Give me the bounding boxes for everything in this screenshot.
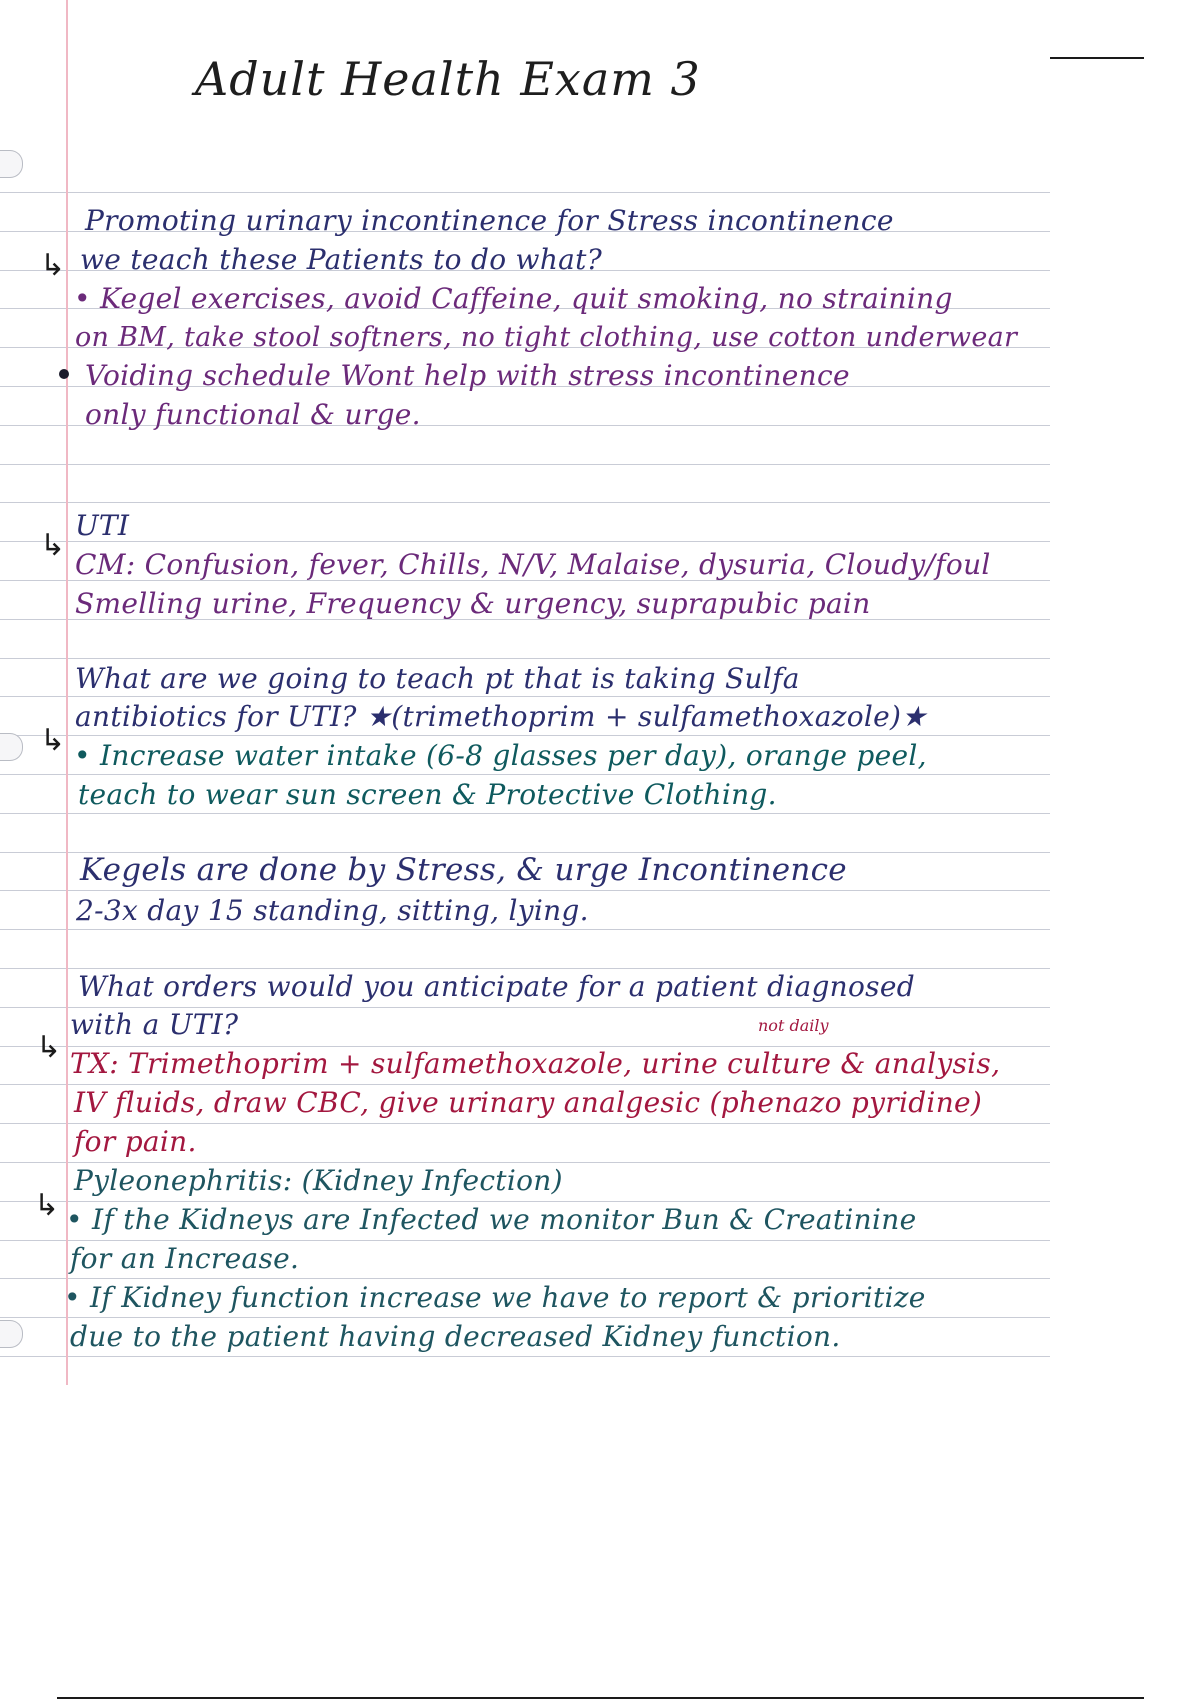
answer-line: teach to wear sun screen & Protective Clothing. — [78, 778, 777, 811]
question-line: What orders would you anticipate for a patient diagnosed — [78, 970, 915, 1003]
ruled-line — [0, 658, 1050, 659]
content-line: 2-3x day 15 standing, sitting, lying. — [76, 894, 589, 927]
arrow-icon: ↳ — [40, 248, 66, 283]
arrow-icon: ↳ — [40, 528, 66, 563]
ruled-line — [0, 890, 1050, 891]
question-line: with a UTI? — [70, 1008, 239, 1041]
content-line: CM: Confusion, fever, Chills, N/V, Malaise, dysuria, Cloudy/foul — [75, 548, 991, 581]
arrow-icon: ↳ — [34, 1188, 60, 1223]
ruled-line — [0, 1356, 1050, 1357]
answer-line: Voiding schedule Wont help with stress incontinence — [85, 359, 850, 392]
content-line: due to the patient having decreased Kidney function. — [70, 1320, 841, 1353]
punch-hole — [0, 150, 23, 178]
arrow-icon: ↳ — [40, 723, 66, 758]
answer-line: on BM, take stool softners, no tight clothing, use cotton underwear — [75, 322, 1018, 353]
answer-line: • Increase water intake (6-8 glasses per day), orange peel, — [74, 739, 927, 772]
arrow-icon: ↳ — [36, 1030, 62, 1065]
ruled-line — [0, 1317, 1050, 1318]
corner-line — [1050, 57, 1144, 59]
ruled-line — [0, 774, 1050, 775]
ruled-line — [0, 813, 1050, 814]
treatment-line: for pain. — [74, 1125, 197, 1158]
question-line: What are we going to teach pt that is taking Sulfa — [75, 662, 800, 695]
answer-line: • Kegel exercises, avoid Caffeine, quit smoking, no straining — [74, 282, 953, 315]
content-line: for an Increase. — [70, 1242, 300, 1275]
ruled-line — [0, 1278, 1050, 1279]
margin-note: not daily — [758, 1016, 829, 1035]
margin-line — [66, 0, 68, 1385]
content-line: • If Kidney function increase we have to report & prioritize — [64, 1281, 926, 1314]
question-line: we teach these Patients to do what? — [80, 243, 603, 276]
ruled-line — [0, 929, 1050, 930]
answer-line: only functional & urge. — [85, 398, 421, 431]
section-heading: UTI — [75, 509, 130, 542]
punch-hole — [0, 1320, 23, 1348]
ruled-line — [0, 541, 1050, 542]
treatment-line: IV fluids, draw CBC, give urinary analgesic (phenazo pyridine) — [74, 1086, 983, 1119]
section-heading: Pyleonephritis: (Kidney Infection) — [74, 1164, 563, 1197]
ruled-line — [0, 735, 1050, 736]
ruled-line — [0, 464, 1050, 465]
bottom-line — [57, 1697, 1144, 1699]
treatment-line: TX: Trimethoprim + sulfamethoxazole, urine culture & analysis, — [70, 1047, 1001, 1080]
question-line: Promoting urinary incontinence for Stress incontinence — [85, 204, 894, 237]
content-line: Kegels are done by Stress, & urge Incontinence — [80, 852, 847, 888]
question-line: antibiotics for UTI? ★(trimethoprim + sulfamethoxazole)★ — [75, 700, 927, 733]
content-line: Smelling urine, Frequency & urgency, suprapubic pain — [75, 587, 871, 620]
page-title: Adult Health Exam 3 — [195, 52, 701, 106]
ruled-line — [0, 192, 1050, 193]
content-line: • If the Kidneys are Infected we monitor Bun & Creatinine — [66, 1203, 917, 1236]
punch-hole — [0, 733, 23, 761]
ruled-line — [0, 502, 1050, 503]
bullet-icon — [59, 369, 69, 379]
